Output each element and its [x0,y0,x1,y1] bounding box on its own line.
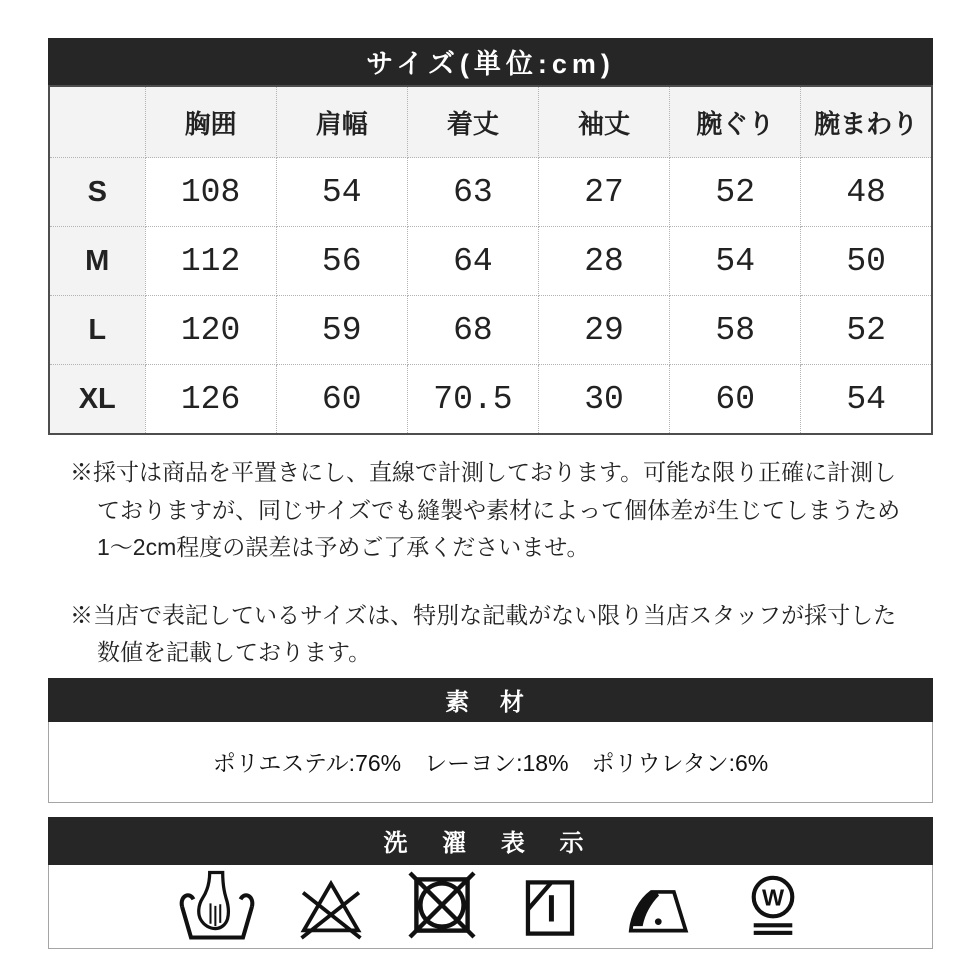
table-row [49,158,932,227]
cell-value: 52 [801,296,932,365]
note-line: ※採寸は商品を平置きにし、直線で計測しております。可能な限り正確に計測し [70,459,897,485]
dry-in-shade-icon [518,875,582,941]
col-header-arm-circumference: 腕まわり [801,86,932,158]
cell-value: 64 [407,227,538,296]
size-label: XL [49,365,145,435]
washing-section-title [48,817,933,865]
cell-value: 58 [670,296,801,365]
corner-cell [49,86,145,158]
size-title-text: サイズ(単位:cm) [366,49,615,79]
size-table-header-row [49,86,932,158]
col-header-shoulder: 肩幅 [276,86,407,158]
do-not-bleach-icon [296,873,366,941]
size-label: S [49,158,145,227]
cell-value: 50 [801,227,932,296]
cell-value: 30 [538,365,669,435]
col-header-armhole: 腕ぐり [670,86,801,158]
cell-value: 70.5 [407,365,538,435]
cell-value: 27 [538,158,669,227]
note-line: 数値を記載しております。 [97,639,372,665]
washing-section [48,817,933,949]
cell-value: 29 [538,296,669,365]
material-section [48,678,933,803]
cell-value: 112 [145,227,276,296]
material-composition: ポリエステル:76% レーヨン:18% ポリウレタン:6% [212,750,769,776]
cell-value: 48 [801,158,932,227]
size-section [48,38,933,435]
cell-value: 68 [407,296,538,365]
cell-value: 54 [276,158,407,227]
cell-value: 60 [670,365,801,435]
size-label: L [49,296,145,365]
size-section-title [48,38,933,85]
material-title-text: 素 材 [445,689,536,716]
table-row [49,365,932,435]
iron-low-temp-icon [622,883,702,941]
svg-text:W: W [761,883,784,910]
col-header-chest: 胸囲 [145,86,276,158]
size-table [48,85,933,435]
cell-value: 108 [145,158,276,227]
col-header-length: 着丈 [407,86,538,158]
do-not-tumble-dry-icon [406,869,478,941]
cell-value: 59 [276,296,407,365]
col-header-sleeve: 袖丈 [538,86,669,158]
cell-value: 56 [276,227,407,296]
cell-value: 63 [407,158,538,227]
care-symbols-row [48,865,933,949]
material-section-title [48,678,933,722]
cell-value: 120 [145,296,276,365]
size-note [48,597,933,672]
cell-value: 52 [670,158,801,227]
hand-wash-icon [178,869,256,941]
measurement-note [48,454,933,567]
cell-value: 60 [276,365,407,435]
cell-value: 54 [801,365,932,435]
cell-value: 126 [145,365,276,435]
table-row [49,227,932,296]
note-line: ておりますが、同じサイズでも縫製や素材によって個体差が生じてしまうため [97,496,901,523]
size-label: M [49,227,145,296]
note-line: 1〜2cm程度の誤差は予めご了承くださいませ。 [97,534,590,560]
note-line: ※当店で表記しているサイズは、特別な記載がない限り当店スタッフが採寸した [70,601,897,628]
wet-clean-gentle-icon [742,871,804,941]
cell-value: 28 [538,227,669,296]
material-content [48,722,933,803]
cell-value: 54 [670,227,801,296]
washing-title-text: 洗 濯 表 示 [383,830,598,857]
table-row [49,296,932,365]
